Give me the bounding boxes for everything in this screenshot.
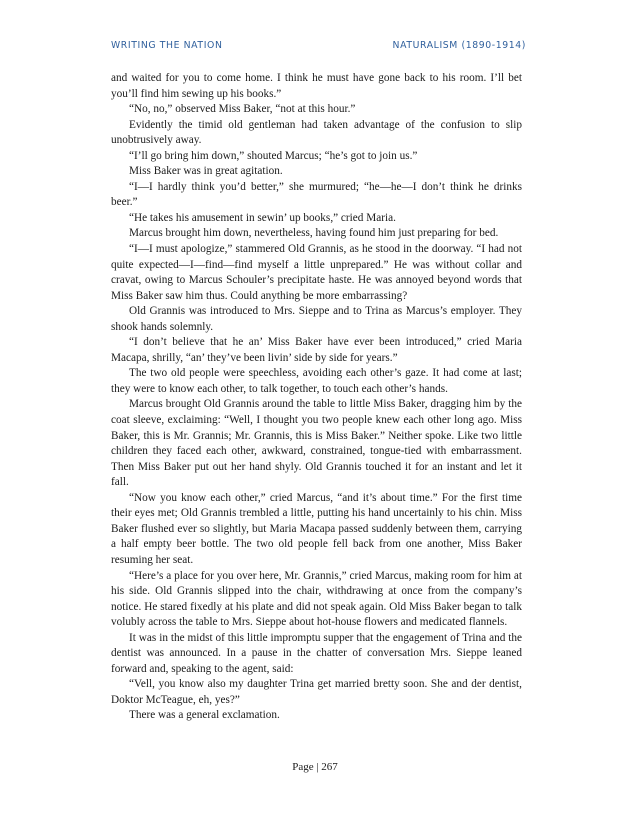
paragraph: “He takes his amusement in sewin’ up books,” cried Maria. <box>129 211 396 224</box>
paragraph: There was a general exclamation. <box>129 709 280 722</box>
body-text <box>111 71 522 724</box>
paragraph: Marcus brought Old Grannis around the table to little Miss Baker, dragging him by the coat sleeve, exclaiming: “Well, I thought you two people knew each other long ago. Miss Baker, this is Mr. Grannis; Mr. Grannis, this is Miss Baker.” Neither spoke. Like two little children they faced each other, awkward, constrained, tongue-tied with embarrassment. Then Miss Baker put out her hand shyly. Old Grannis touched it for an instant and let it fall. <box>111 398 522 489</box>
header-chapter-title: NATURALISM (1890-1914) <box>392 40 526 51</box>
paragraph: Miss Baker was in great agitation. <box>129 165 283 178</box>
page-number: Page | 267 <box>292 761 338 773</box>
paragraph: Evidently the timid old gentleman had taken advantage of the confusion to slip unobtrusively away. <box>111 118 522 147</box>
paragraph: “No, no,” observed Miss Baker, “not at this hour.” <box>129 103 356 116</box>
paragraph: “I don’t believe that he an’ Miss Baker have ever been introduced,” cried Maria Macapa, shrilly, “an’ they’ve been livin’ side by side for years.” <box>111 336 522 364</box>
paragraph: “Here’s a place for you over here, Mr. Grannis,” cried Marcus, making room for him at his side. Old Grannis slipped into the chair, withdrawing at once from the company’s notice. He stared fixedly at his plate and did not speak again. Old Miss Baker began to talk volubly across the table to Mrs. Sieppe about hot-house flowers and medicated flannels. <box>111 569 522 629</box>
paragraph: and waited for you to come home. I think he must have gone back to his room. I’ll bet you’ll find him sewing up his books.” <box>111 72 522 100</box>
paragraph: Old Grannis was introduced to Mrs. Sieppe and to Trina as Marcus’s employer. They shook hands solemnly. <box>111 305 522 333</box>
paragraph: “I—I hardly think you’d better,” she murmured; “he—he—I don’t think he drinks beer.” <box>111 180 522 209</box>
paragraph: “I—I must apologize,” stammered Old Grannis, as he stood in the doorway. “I had not quite expected—I—find—find myself a little unprepared.” He was without collar and cravat, owing to Marcus Schouler’s precipitate haste. He was annoyed beyond words that Miss Baker saw him thus. Could anything be more embarrassing? <box>111 243 522 302</box>
paragraph: The two old people were speechless, avoiding each other’s gaze. It had come at last; they were to know each other, to talk together, to touch each other’s hands. <box>111 367 522 395</box>
paragraph: Marcus brought him down, nevertheless, having found him just preparing for bed. <box>129 227 499 240</box>
paragraph: “I’ll go bring him down,” shouted Marcus; “he’s got to join us.” <box>129 149 418 162</box>
page-footer <box>0 761 630 773</box>
header-section-title: WRITING THE NATION <box>111 40 223 51</box>
paragraph: It was in the midst of this little impromptu supper that the engagement of Trina and the dentist was announced. In a pause in the chatter of conversation Mrs. Sieppe leaned forward and, speaking to the agent, said: <box>111 631 522 675</box>
paragraph: “Now you know each other,” cried Marcus, “and it’s about time.” For the first time their eyes met; Old Grannis trembled a little, putting his hand uncertainly to his chin. Miss Baker flushed ever so slightly, but Maria Macapa passed suddenly between them, carrying a half empty beer bottle. The two old people fell back from one another, Miss Baker resuming her seat. <box>111 491 522 566</box>
paragraph: “Vell, you know also my daughter Trina get married bretty soon. She and der dentist, Doktor McTeague, eh, yes?” <box>111 678 522 706</box>
running-header <box>111 40 526 51</box>
